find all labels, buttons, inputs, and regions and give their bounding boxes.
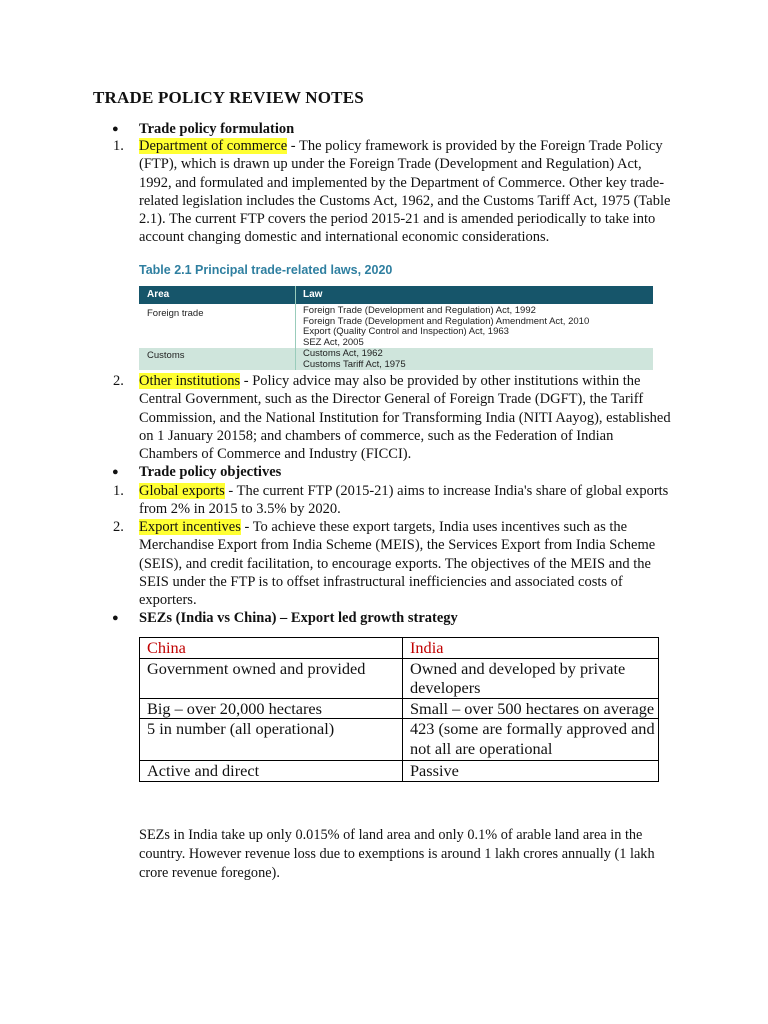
sez-comparison-table: [139, 637, 659, 782]
table-header-row: [140, 638, 659, 659]
highlighted-term: Export incentives: [139, 519, 241, 535]
table-row: Big – over 20,000 hectares Small – over 500 hectares on average: [140, 698, 659, 719]
document-title: TRADE POLICY REVIEW NOTES: [93, 88, 364, 107]
table-divider: [295, 286, 296, 370]
table-header: Area Law: [139, 286, 653, 304]
bullet-icon: ●: [112, 612, 119, 624]
list-item-global-exports: 1. Global exports - The current FTP (2015-21) aims to increase India's share of global exports from 2% in 2015 to 3.5% by 2020.: [113, 483, 669, 518]
header-india: India: [403, 638, 659, 659]
list-item-other-institutions: 2. Other institutions - Policy advice may also be provided by other institutions within the Central Government, such as the Director General of Foreign Trade (DGFT), the Tariff Commission, and the National Institution for Transforming India (NITI Aayog), established on 1 January 20158; and chambers of commerce, such as the Federation of Indian Chambers of Commerce and Industry (FICCI).: [113, 373, 671, 463]
table-row: Government owned and provided Owned and developed by private developers: [140, 658, 659, 698]
bullet-icon: ●: [112, 123, 119, 135]
table-caption: Table 2.1 Principal trade-related laws, 2020: [139, 263, 393, 277]
trade-laws-table: [139, 286, 653, 370]
list-item-department-of-commerce: 1. Department of commerce - The policy framework is provided by the Foreign Trade Policy (FTP), which is drawn up under the Foreign Trade (Development and Regulation) Act, 1992, and formulated and implemented by the Department of Commerce. Other key trade-related legislation includes the Customs Act, 1962, and the Customs Tariff Act, 1975 (Table 2.1). The current FTP covers the period 2015-21 and is amended periodically to take into account changing domestic and international economic considerations.: [113, 138, 671, 246]
highlighted-term: Department of commerce: [139, 138, 288, 154]
closing-paragraph: SEZs in India take up only 0.015% of land area and only 0.1% of arable land area in the country. However revenue loss due to exemptions is around 1 lakh crores annually (1 lakh crore revenue foregone).: [139, 827, 655, 881]
list-item-export-incentives: 2. Export incentives - To achieve these export targets, India uses incentives such as the Merchandise Export from India Scheme (MEIS), the Services Export from India Scheme (SEIS), and credit facilitation, to encourage exports. The objectives of the MEIS and the SEIS under the FTP is to offset infrastructural inefficiencies and associated costs of exporters.: [113, 519, 656, 609]
table-row: Customs Customs Act, 1962 Customs Tariff Act, 1975: [139, 348, 653, 370]
document-page: TRADE POLICY REVIEW NOTES ● Trade policy formulation 1. Department of commerce - The policy framework is provided by the Foreign Trade Policy (FTP), which is drawn up under the Foreign Trade (Development and Regulation) Act, 1992, and formulated and implemented by the Department of Commerce. Other key trade-related legislation includes the Customs Act, 1962, and the Customs Tariff Act, 1975 (Table 2.1). The current FTP covers the period 2015-21 and is amended periodically to take into account changing domestic and international economic considerations. Table 2.1 Principal trade-related laws, 2020 Area Law Foreign trade Foreign Trade (Development and Regulation) Act, 1992 Foreign Trade (Development and Regulation) Amendment Act, 2010 Export (Quality Control and Inspection) Act, 1963 SEZ Act, 2005 Customs Customs Act, 1962 Customs Tariff Act, 1975 2. Other institutions - Policy advice may also be provided by other institutions within the Central Government, such as the Director General of Foreign Trade (DGFT), the Tariff Commission, and the National Institution for Transforming India (NITI Aayog), established on 1 January 20158; and chambers of commerce, such as the Federation of Indian Chambers of Commerce and Industry (FICCI). ● Trade policy objectives 1. Global exports - The current FTP (2015-21) aims to increase India's share of global exports from 2% in 2015 to 3.5% by 2020. 2. Export incentives - To achieve these export targets, India uses incentives such as the Merchandise Export from India Scheme (MEIS), the Services Export from India Scheme (SEIS), and credit facilitation, to encourage exports. The objectives of the MEIS and the SEIS under the FTP is to offset infrastructural inefficiencies and associated costs of exporters. ● SEZs (India vs China) – Export led growth strategy China India Government owned and provided Owned and developed by private developers Big – over 20,000 hectares Small – over 500 hectares on average 5 in number (all operational) 423 (some are formally approved and not all are operational Active and direct Passive SEZs in India take up only 0.015% of land area and only 0.1% of arable land area in the country. However revenue loss due to exemptions is around 1 lakh crores annually (1 lakh crore revenue foregone).: [0, 0, 768, 1024]
table-row: Foreign trade Foreign Trade (Development and Regulation) Act, 1992 Foreign Trade (Development and Regulation) Amendment Act, 2010 Export (Quality Control and Inspection) Act, 1963 SEZ Act, 2005: [139, 304, 653, 349]
table-row: 5 in number (all operational) 423 (some are formally approved and not all are operational: [140, 719, 659, 761]
table-row: Active and direct Passive: [140, 761, 659, 782]
bullet-icon: ●: [112, 466, 119, 478]
highlighted-term: Global exports: [139, 483, 225, 499]
header-china: China: [140, 638, 403, 659]
highlighted-term: Other institutions: [139, 373, 241, 389]
